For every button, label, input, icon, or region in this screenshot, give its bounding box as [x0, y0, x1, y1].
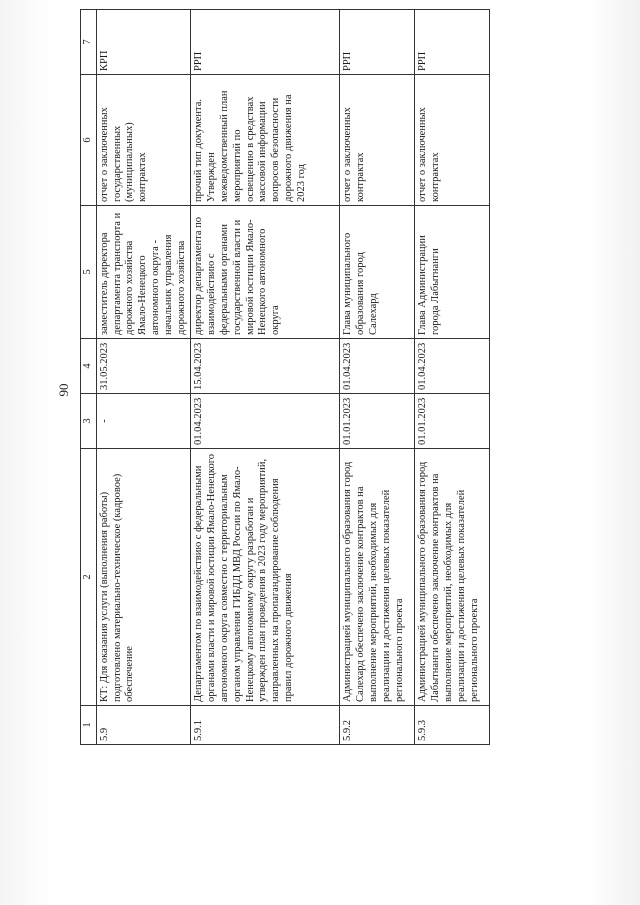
plan-table: [80, 9, 490, 745]
row-level: РРП: [340, 10, 415, 75]
row-description: Департаментом по взаимодействию с федеральными органами власти и мировой юстиции Ямало-Ненецкого автономного округа совместно с территориальным органом управления ГИБДД МВД России по Ямало-Ненецкому автономному округу разработан и утвержден план проведения в 2023 году мероприятий, направленных на пропагандирование соблюдения правил дорожного движения: [191, 449, 340, 706]
row-end-date: 01.04.2023: [415, 339, 490, 394]
row-start-date: 01.04.2023: [191, 394, 340, 449]
row-number: 5.9.2: [340, 706, 415, 745]
row-responsible: Глава Администрации города Лабытнанги: [415, 206, 490, 339]
row-level: КРП: [96, 10, 191, 75]
row-responsible: Глава муниципального образования город Салехард: [340, 206, 415, 339]
header-col-3: 3: [81, 394, 97, 449]
row-level: РРП: [191, 10, 340, 75]
row-result: прочий тип документа. Утвержден межведомственный план мероприятий по освещению в средствах массовой информации вопросов безопасности дорожного движения на 2023 год: [191, 75, 340, 206]
row-responsible: заместитель директора департамента транспорта и дорожного хозяйства Ямало-Ненецкого автономного округа - начальник управления дорожного хозяйства: [96, 206, 191, 339]
header-col-6: 6: [81, 75, 97, 206]
header-col-2: 2: [81, 449, 97, 706]
row-end-date: 31.05.2023: [96, 339, 191, 394]
table-row: [96, 10, 191, 745]
row-result: отчет о заключенных государственных (муниципальных) контрактах: [96, 75, 191, 206]
header-row: [81, 10, 97, 745]
row-description: Администрацией муниципального образования город Салехард обеспечено заключение контрактов на выполнение мероприятий, необходимых для реализации и достижения целевых показателей регионального проекта: [340, 449, 415, 706]
table-row: [340, 10, 415, 745]
row-number: 5.9.3: [415, 706, 490, 745]
page-number: 90: [56, 383, 71, 397]
row-result: отчет о заключенных контрактах: [340, 75, 415, 206]
table-row: [415, 10, 490, 745]
row-result: отчет о заключенных контрактах: [415, 75, 490, 206]
header-col-4: 4: [81, 339, 97, 394]
row-description: КТ: Для оказания услуги (выполнения работы) подготовлено материально-техническое (кадровое) обеспечение: [96, 449, 191, 706]
rotated-page: [56, 35, 525, 745]
row-end-date: 01.04.2023: [340, 339, 415, 394]
row-number: 5.9: [96, 706, 191, 745]
row-description: Администрацией муниципального образования город Лабытнанги обеспечено заключение контрактов на выполнение мероприятий, необходимых для реализации и достижения целевых показателей регионального проекта: [415, 449, 490, 706]
header-col-1: 1: [81, 706, 97, 745]
table-row: [191, 10, 340, 745]
row-start-date: 01.01.2023: [340, 394, 415, 449]
row-level: РРП: [415, 10, 490, 75]
row-number: 5.9.1: [191, 706, 340, 745]
row-responsible: директор департамента по взаимодействию с федеральными органами государственной власти и мировой юстиции Ямало-Ненецкого автономного округа: [191, 206, 340, 339]
row-end-date: 15.04.2023: [191, 339, 340, 394]
row-start-date: 01.01.2023: [415, 394, 490, 449]
header-col-7: 7: [81, 10, 97, 75]
header-col-5: 5: [81, 206, 97, 339]
row-start-date: -: [96, 394, 191, 449]
